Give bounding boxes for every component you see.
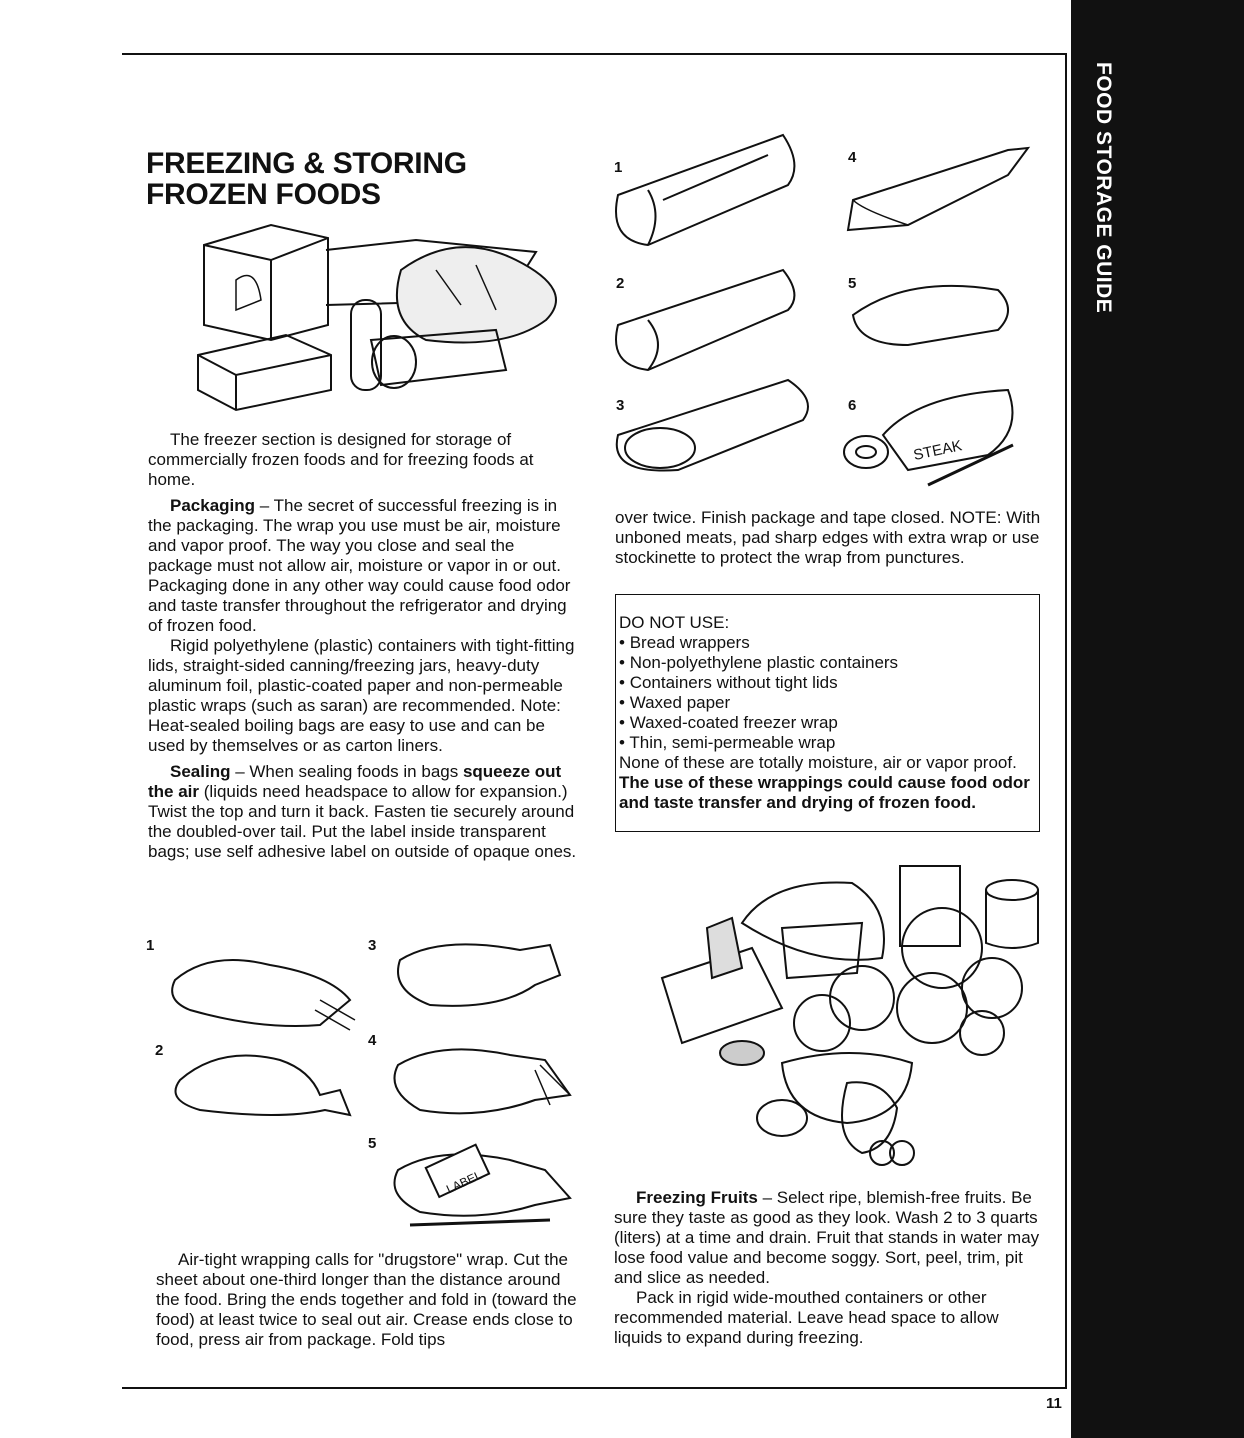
left-column-top <box>148 430 581 862</box>
right-column-top <box>615 508 1043 568</box>
right-rule <box>1065 53 1067 1389</box>
fruits-illustration <box>632 848 1042 1178</box>
wrap-step-number: 3 <box>616 397 625 414</box>
page-title: FREEZING & STORING FROZEN FOODS <box>146 147 467 211</box>
do-not-use-list <box>617 633 1039 753</box>
drugstore-wrap-illustration <box>608 130 1038 500</box>
sealing-text-1: – When sealing foods in bags <box>230 762 463 781</box>
packaging-paragraph <box>148 496 581 636</box>
drugstore-paragraph: Air-tight wrapping calls for "drugstore" wrap. Cut the sheet about one-third longer than the distance around the food. Bring the ends together and fold in (toward the food) at least twice to seal out air. Crease ends close to food, press air from package. Fold tips <box>156 1250 577 1349</box>
bag-step-number: 5 <box>368 1135 377 1152</box>
bag-step-number: 3 <box>368 937 377 954</box>
list-item: • Non-polyethylene plastic containers <box>617 653 1039 673</box>
steak-label-text: STEAK <box>911 437 964 465</box>
bag-sealing-illustration <box>140 930 590 1250</box>
bottom-rule <box>122 1387 1067 1389</box>
bag-step-number: 2 <box>155 1042 164 1059</box>
wrap-step-number: 1 <box>614 159 623 176</box>
list-item: • Waxed-coated freezer wrap <box>617 713 1039 733</box>
wrap-step-number: 5 <box>848 275 857 292</box>
do-not-use-heading: DO NOT USE: <box>619 613 730 632</box>
do-not-use-footer-text: None of these are totally moisture, air or vapor proof. <box>619 753 1017 772</box>
fruits-paragraph <box>614 1188 1046 1288</box>
list-item: • Containers without tight lids <box>617 673 1039 693</box>
list-item: • Bread wrappers <box>617 633 1039 653</box>
top-rule <box>122 53 1067 55</box>
continued-paragraph: over twice. Finish package and tape closed. NOTE: With unboned meats, pad sharp edges with extra wrap or use stockinette to protect the wrap from punctures. <box>615 508 1041 567</box>
wrap-step-number: 6 <box>848 397 857 414</box>
sealing-lead: Sealing <box>170 762 231 781</box>
containers-paragraph: Rigid polyethylene (plastic) containers with tight-fitting lids, straight-sided canning/freezing jars, heavy-duty aluminum foil, plastic-coated paper and non-permeable plastic wraps (such as saran) are recommended. Note: Heat-sealed boiling bags are easy to use and can be used by themselves or as carton liners. <box>148 636 575 755</box>
intro-paragraph: The freezer section is designed for storage of commercially frozen foods and for freezing foods at home. <box>148 430 534 489</box>
bag-label-text: LABEL <box>444 1167 484 1197</box>
freezer-items-illustration <box>176 210 586 425</box>
list-item: • Waxed paper <box>617 693 1039 713</box>
do-not-use-footer <box>617 753 1039 813</box>
bag-step-number: 1 <box>146 937 155 954</box>
packaging-lead: Packaging <box>170 496 256 515</box>
side-tab-label: FOOD STORAGE GUIDE <box>1092 62 1115 314</box>
fruits-lead: Freezing Fruits <box>636 1188 758 1207</box>
left-column-bottom <box>156 1250 583 1350</box>
sealing-bold: squeeze out the air <box>148 762 562 801</box>
page-number: 11 <box>1046 1395 1062 1412</box>
packaging-text: – The secret of successful freezing is in the packaging. The wrap you use must be air, moisture and vapor proof. The way you close and seal the package must not allow air, moisture or vapor in or out. Packaging done in any other way could cause food odor and taste transfer throughout the refrigerator and drying of frozen food. <box>148 496 571 635</box>
right-column-bottom <box>614 1188 1046 1348</box>
wrap-step-number: 2 <box>616 275 625 292</box>
fruits-pack-paragraph: Pack in rigid wide-mouthed containers or other recommended material. Leave head space to allow liquids to expand during freezing. <box>614 1288 999 1347</box>
do-not-use-warning: The use of these wrappings could cause food odor and taste transfer and drying of frozen food. <box>619 773 1030 812</box>
sealing-text-2: (liquids need headspace to allow for expansion.) Twist the top and turn it back. Fasten tie securely around the doubled-over tail. Put the label inside transparent bags; use self adhesive label on outside of opaque ones. <box>148 782 577 861</box>
list-item: • Thin, semi-permeable wrap <box>617 733 1039 753</box>
wrap-step-number: 4 <box>848 149 857 166</box>
bag-step-number: 4 <box>368 1032 377 1049</box>
sealing-paragraph <box>148 762 581 862</box>
do-not-use-box <box>615 594 1040 832</box>
fruits-text: – Select ripe, blemish-free fruits. Be sure they taste as good as they look. Wash 2 to 3 quarts (liters) at a time and drain. Fruit that stands in water may lose food value and become soggy. Sort, peel, trim, pit and slice as needed. <box>614 1188 1040 1287</box>
